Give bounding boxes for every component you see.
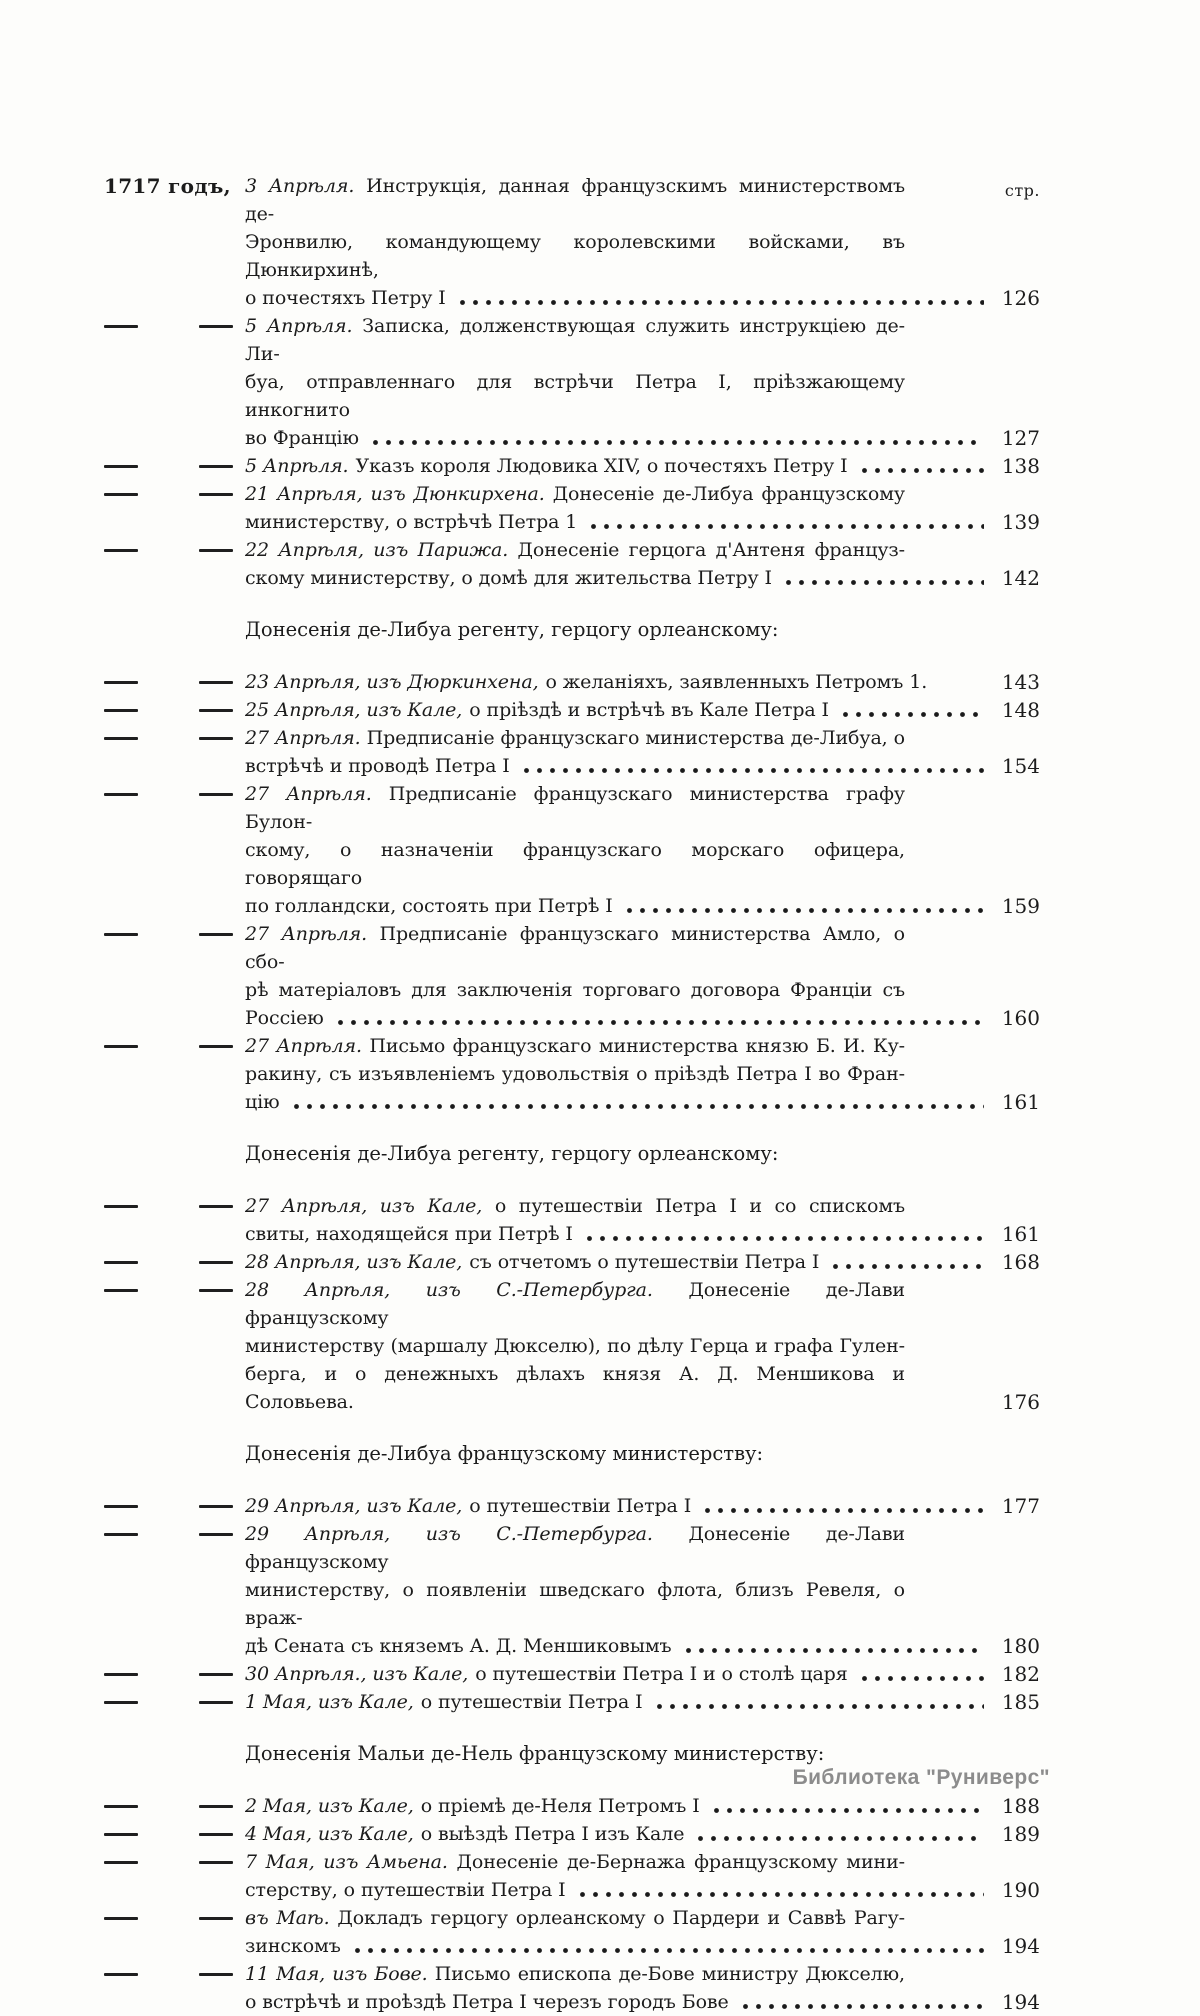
ditto-dash <box>199 325 233 328</box>
year-label: 1717 годъ, <box>104 174 231 198</box>
entry-margin <box>100 1192 245 1220</box>
ditto-dash <box>199 549 233 552</box>
ditto-dash <box>104 549 138 552</box>
entry-date: 11 Мая, изъ Бове. <box>245 1963 428 1985</box>
entry-line-text: о почестяхъ Петру I <box>245 287 446 309</box>
entry-line-text: о выѣздѣ Петра I изъ Кале <box>420 1823 685 1845</box>
entry-date: 28 Апрѣля, изъ Кале, <box>245 1251 463 1273</box>
entry-line <box>245 284 990 312</box>
dot-leader <box>332 1004 984 1032</box>
ditto-dash <box>104 933 138 936</box>
entry-line-text: стерству, о путешествіи Петра I <box>245 1879 566 1901</box>
entry-margin <box>100 1792 245 1820</box>
entry-date: 28 Апрѣля, изъ С.-Петербурга. <box>245 1279 653 1301</box>
dot-leader <box>680 1632 984 1660</box>
entry-margin <box>100 780 245 808</box>
dot-leader <box>856 452 984 480</box>
entry-line-text: зинскомъ <box>245 1935 341 1957</box>
entry-text <box>245 1848 990 1904</box>
entry-line-text: Письмо епископа де-Бове министру Дюкселю, <box>434 1963 905 1985</box>
entry-line-text: о встрѣчѣ и проѣздѣ Петра I черезъ городъ Бове <box>245 1991 729 2013</box>
ditto-dash <box>199 1289 233 1292</box>
ditto-dash <box>104 1205 138 1208</box>
entry-page-number: 177 <box>1001 1494 1040 1518</box>
entry-line <box>245 1520 990 1576</box>
entry-line <box>245 1492 990 1520</box>
entry-text <box>245 780 990 920</box>
entry-text <box>245 536 990 592</box>
ditto-dash <box>199 1673 233 1676</box>
ditto-dash <box>199 1045 233 1048</box>
toc-entry <box>100 480 1040 536</box>
ditto-dash <box>199 1861 233 1864</box>
toc-entry <box>100 1032 1040 1116</box>
entry-page-number: 182 <box>1001 1662 1040 1686</box>
entry-line <box>245 1688 990 1716</box>
entry-date: 21 Апрѣля, изъ Дюнкирхена. <box>245 483 545 505</box>
ditto-dash <box>199 1205 233 1208</box>
entry-line-text: съ отчетомъ о путешествіи Петра I <box>469 1251 820 1273</box>
toc-entry <box>100 1688 1040 1716</box>
dot-leader <box>574 1876 984 1904</box>
dot-leader <box>699 1492 984 1520</box>
entry-line <box>245 1032 990 1060</box>
entry-date: 3 Апрѣля. <box>245 175 355 197</box>
ditto-dash <box>199 1973 233 1976</box>
entry-line-text: Донесеніе де-Лави французскому <box>245 1523 905 1573</box>
ditto-dash <box>104 1533 138 1536</box>
entry-margin <box>100 1904 245 1932</box>
ditto-dash <box>199 493 233 496</box>
entry-line <box>245 508 990 536</box>
entry-date: 27 Апрѣля. <box>245 727 361 749</box>
entry-text <box>245 1492 990 1520</box>
entry-line: министерству (маршалу Дюкселю), по дѣлу Герца и графа Гулен- <box>245 1335 905 1357</box>
entry-line-text: Докладъ герцогу орлеанскому о Пардери и Саввѣ Рагу- <box>337 1907 905 1929</box>
ditto-dash <box>104 1505 138 1508</box>
entry-page-number: 161 <box>1001 1222 1040 1246</box>
toc-entry <box>100 172 1040 312</box>
toc-entry <box>100 1192 1040 1248</box>
entry-line <box>245 424 990 452</box>
ditto-dash <box>199 1261 233 1264</box>
ditto-dash <box>199 1533 233 1536</box>
entry-margin <box>100 668 245 696</box>
entry-margin <box>100 1660 245 1688</box>
entry-margin <box>100 1960 245 1988</box>
ditto-dash <box>199 1833 233 1836</box>
entry-page-number: 139 <box>1001 510 1040 534</box>
toc-entry <box>100 696 1040 724</box>
entry-text <box>245 312 990 452</box>
entry-text <box>245 724 990 780</box>
entry-date: въ Маѣ. <box>245 1907 330 1929</box>
section-heading-row <box>100 1440 1040 1468</box>
toc-entry <box>100 1792 1040 1820</box>
entry-date: 29 Апрѣля, изъ С.-Петербурга. <box>245 1523 653 1545</box>
entry-page-number: 176 <box>1001 1390 1040 1414</box>
entry-page-number: 194 <box>1001 1990 1040 2014</box>
dot-leader <box>651 1688 984 1716</box>
entry-text <box>245 1520 990 1660</box>
toc-entry <box>100 1520 1040 1660</box>
entry-line-text: Предписаніе французскаго министерства графу Булон- <box>245 783 905 833</box>
ditto-dash <box>199 1805 233 1808</box>
entry-line-text: Донесеніе де-Лави французскому <box>245 1279 905 1329</box>
entry-line-text: скому министерству, о домѣ для жительства Петру I <box>245 567 772 589</box>
entry-date: 25 Апрѣля, изъ Кале, <box>245 699 463 721</box>
entry-line: Эронвилю, командующему королевскими войсками, въ Дюнкирхинѣ, <box>245 231 905 281</box>
entry-text <box>245 668 990 696</box>
section-heading-row <box>100 616 1040 644</box>
heading-margin <box>100 1440 245 1468</box>
entry-line <box>245 452 990 480</box>
library-watermark: Библиотека "Руниверс" <box>792 1766 1050 1789</box>
section-heading: Донесенія де-Либуа регенту, герцогу орлеанскому: <box>245 1142 779 1165</box>
toc-entry <box>100 536 1040 592</box>
ditto-dash <box>104 1673 138 1676</box>
entry-page-number: 154 <box>1001 754 1040 778</box>
ditto-dash <box>199 1505 233 1508</box>
ditto-dash <box>104 1045 138 1048</box>
entry-margin <box>100 1248 245 1276</box>
entry-text <box>245 1820 990 1848</box>
entry-date: 1 Мая, изъ Кале, <box>245 1691 414 1713</box>
heading-margin <box>100 1140 245 1168</box>
entry-page-number: 188 <box>1001 1794 1040 1818</box>
ditto-dash <box>104 1973 138 1976</box>
entry-text <box>245 452 990 480</box>
entry-line: берга, и о денежныхъ дѣлахъ князя А. Д. Меншикова и Соловьева. <box>245 1363 905 1413</box>
entry-line <box>245 312 990 368</box>
entry-line-text: Указъ короля Людовика XIV, о почестяхъ Петру I <box>355 455 848 477</box>
entry-line <box>245 892 990 920</box>
entry-text <box>245 1032 990 1116</box>
entry-margin <box>100 1276 245 1304</box>
entry-margin <box>100 724 245 752</box>
section-heading-row <box>100 1140 1040 1168</box>
section-heading: Донесенія де-Либуа регенту, герцогу орлеанскому: <box>245 618 779 641</box>
entry-line <box>245 1088 990 1116</box>
ditto-dash <box>104 709 138 712</box>
entry-margin <box>100 696 245 724</box>
entry-line: рѣ матеріаловъ для заключенія торговаго договора Франціи съ <box>245 979 905 1001</box>
entry-line-text: Донесеніе де-Бернажа французскому мини- <box>456 1851 905 1873</box>
ditto-dash <box>199 737 233 740</box>
toc-entry <box>100 1904 1040 1960</box>
ditto-dash <box>104 1833 138 1836</box>
entry-date: 7 Мая, изъ Амьена. <box>245 1851 448 1873</box>
entry-line <box>245 1220 990 1248</box>
entry-line-text: цію <box>245 1091 280 1113</box>
entry-date: 27 Апрѣля. <box>245 923 368 945</box>
entry-margin <box>100 172 245 200</box>
entry-line-text: о путешествіи Петра I <box>420 1691 643 1713</box>
entry-page-number: 185 <box>1001 1690 1040 1714</box>
entry-line-text: дѣ Сената съ княземъ А. Д. Меншиковымъ <box>245 1635 672 1657</box>
toc-entry <box>100 1820 1040 1848</box>
entry-line <box>245 1792 990 1820</box>
entry-page-number: 143 <box>1001 670 1040 694</box>
entry-line <box>245 172 990 228</box>
entry-page-number: 168 <box>1001 1250 1040 1274</box>
toc-entry <box>100 1492 1040 1520</box>
entry-date: 30 Апрѣля., изъ Кале, <box>245 1663 469 1685</box>
ditto-dash <box>199 709 233 712</box>
ditto-dash <box>199 1701 233 1704</box>
entry-line <box>245 1192 990 1220</box>
ditto-dash <box>199 933 233 936</box>
entry-line <box>245 480 990 508</box>
ditto-dash <box>104 325 138 328</box>
entry-margin <box>100 536 245 564</box>
dot-leader <box>692 1820 984 1848</box>
entry-line-text: Инструкція, данная французскимъ министерствомъ де- <box>245 175 905 225</box>
entry-line <box>245 668 990 696</box>
entry-date: 22 Апрѣля, изъ Парижа. <box>245 539 509 561</box>
ditto-dash <box>104 793 138 796</box>
entry-line-text: о путешествіи Петра I и со спискомъ <box>494 1195 905 1217</box>
entry-line <box>245 536 990 564</box>
entry-margin <box>100 1032 245 1060</box>
entry-page-number: 148 <box>1001 698 1040 722</box>
dot-leader <box>780 564 984 592</box>
entry-text <box>245 1904 990 1960</box>
entry-margin <box>100 1520 245 1548</box>
toc-entry <box>100 1848 1040 1904</box>
entry-line <box>245 1848 990 1876</box>
ditto-dash <box>104 493 138 496</box>
entry-date: 27 Апрѣля, изъ Кале, <box>245 1195 483 1217</box>
entry-line-text: Россіею <box>245 1007 324 1029</box>
entry-margin <box>100 312 245 340</box>
entry-line-text: Донесеніе герцога д'Антеня француз- <box>517 539 905 561</box>
entry-line-text: свиты, находящейся при Петрѣ I <box>245 1223 573 1245</box>
entry-page-number: 190 <box>1001 1878 1040 1902</box>
entry-text <box>245 1660 990 1688</box>
entry-line <box>245 1960 990 1988</box>
entry-line <box>245 1276 990 1332</box>
entry-text <box>245 1688 990 1716</box>
toc-entry <box>100 920 1040 1032</box>
entry-line <box>245 696 990 724</box>
entry-line-text: о путешествіи Петра I и о столѣ царя <box>475 1663 848 1685</box>
page-column-header: стр. <box>1004 181 1040 200</box>
section-heading-row <box>100 1740 1040 1768</box>
entry-page-number: 127 <box>1001 426 1040 450</box>
dot-leader <box>454 284 984 312</box>
entry-line-text: Предписаніе французскаго министерства Амло, о сбо- <box>245 923 905 973</box>
ditto-dash <box>104 1289 138 1292</box>
ditto-dash <box>104 681 138 684</box>
heading-margin <box>100 1740 245 1768</box>
entry-line-text: Записка, долженствующая служить инструкціею де-Ли- <box>245 315 905 365</box>
entry-line <box>245 564 990 592</box>
entry-text <box>245 1248 990 1276</box>
entry-line: ракину, съ изъявленіемъ удовольствія о пріѣздѣ Петра I во Фран- <box>245 1063 905 1085</box>
entry-line <box>245 1248 990 1276</box>
toc-entry <box>100 1276 1040 1416</box>
dot-leader <box>349 1932 984 1960</box>
entry-page-number: 159 <box>1001 894 1040 918</box>
entry-margin <box>100 1492 245 1520</box>
dot-leader <box>827 1248 984 1276</box>
dot-leader <box>737 1988 984 2016</box>
dot-leader <box>518 752 984 780</box>
entry-line: скому, о назначеніи французскаго морскаго офицера, говорящаго <box>245 839 905 889</box>
entry-page-number: 161 <box>1001 1090 1040 1114</box>
entry-line-text: во Францію <box>245 427 359 449</box>
dot-leader <box>837 696 984 724</box>
ditto-dash <box>104 737 138 740</box>
ditto-dash <box>199 465 233 468</box>
entry-line <box>245 1632 990 1660</box>
section-heading: Донесенія де-Либуа французскому министерству: <box>245 1442 764 1465</box>
dot-leader <box>621 892 984 920</box>
entry-date: 5 Апрѣля. <box>245 315 353 337</box>
entry-line <box>245 920 990 976</box>
entry-line: министерству, о появленіи шведскаго флота, близъ Ревеля, о враж- <box>245 1579 905 1629</box>
entry-line-text: о пріѣздѣ и встрѣчѣ въ Кале Петра I <box>469 699 829 721</box>
ditto-dash <box>199 681 233 684</box>
entry-text <box>245 1792 990 1820</box>
ditto-dash <box>104 1805 138 1808</box>
table-of-contents <box>100 172 1040 2016</box>
entry-line <box>245 1876 990 1904</box>
heading-margin <box>100 616 245 644</box>
entry-text <box>245 1276 990 1416</box>
dot-leader <box>585 508 984 536</box>
dot-leader <box>288 1088 984 1116</box>
entry-text <box>245 920 990 1032</box>
entry-line <box>245 1904 990 1932</box>
entry-line-text: о путешествіи Петра I <box>469 1495 692 1517</box>
entry-date: 29 Апрѣля, изъ Кале, <box>245 1495 463 1517</box>
entry-margin <box>100 1688 245 1716</box>
entry-line <box>245 1988 990 2016</box>
entry-page-number: 142 <box>1001 566 1040 590</box>
entry-date: 5 Апрѣля. <box>245 455 349 477</box>
entry-date: 23 Апрѣля, изъ Дюркинхена, <box>245 671 539 693</box>
entry-line <box>245 1932 990 1960</box>
entry-text <box>245 480 990 536</box>
toc-entry <box>100 1248 1040 1276</box>
entry-line-text: министерству, о встрѣчѣ Петра 1 <box>245 511 578 533</box>
entry-date: 4 Мая, изъ Кале, <box>245 1823 414 1845</box>
dot-leader <box>856 1660 984 1688</box>
entry-line <box>245 780 990 836</box>
entry-margin <box>100 1848 245 1876</box>
entry-line-text: Донесеніе де-Либуа французскому <box>552 483 905 505</box>
ditto-dash <box>104 1861 138 1864</box>
entry-line <box>245 752 990 780</box>
ditto-dash <box>104 465 138 468</box>
entry-line-text: о желаніяхъ, заявленныхъ Петромъ 1. <box>545 671 928 693</box>
entry-margin <box>100 920 245 948</box>
entry-margin <box>100 1820 245 1848</box>
ditto-dash <box>199 793 233 796</box>
entry-page-number: 189 <box>1001 1822 1040 1846</box>
toc-entry <box>100 1960 1040 2016</box>
dot-leader <box>581 1220 984 1248</box>
entry-date: 27 Апрѣля. <box>245 1035 362 1057</box>
toc-entry <box>100 780 1040 920</box>
entry-line-text: по голландски, состоять при Петрѣ I <box>245 895 613 917</box>
entry-line-text: Письмо французскаго министерства князю Б. И. Ку- <box>369 1035 905 1057</box>
entry-text <box>245 1192 990 1248</box>
entry-page-number: 138 <box>1001 454 1040 478</box>
entry-date: 2 Мая, изъ Кале, <box>245 1795 414 1817</box>
ditto-dash <box>199 1917 233 1920</box>
entry-line <box>245 1820 990 1848</box>
toc-entry <box>100 312 1040 452</box>
toc-entry <box>100 1660 1040 1688</box>
entry-line <box>245 1004 990 1032</box>
entry-line-text: Предписаніе французскаго министерства де-Либуа, о <box>366 727 905 749</box>
entry-text <box>245 1960 990 2016</box>
dot-leader <box>708 1792 984 1820</box>
section-heading: Донесенія Мальи де-Нель французскому министерству: <box>245 1742 825 1765</box>
entry-page-number: 126 <box>1001 286 1040 310</box>
dot-leader <box>367 424 984 452</box>
entry-line <box>245 724 990 752</box>
entry-page-number: 194 <box>1001 1934 1040 1958</box>
toc-entry <box>100 452 1040 480</box>
toc-entry <box>100 668 1040 696</box>
entry-line: буа, отправленнаго для встрѣчи Петра I, пріѣзжающему инкогнито <box>245 371 905 421</box>
ditto-dash <box>104 1261 138 1264</box>
toc-entry <box>100 724 1040 780</box>
entry-margin <box>100 452 245 480</box>
entry-date: 27 Апрѣля. <box>245 783 372 805</box>
entry-line-text: встрѣчѣ и проводѣ Петра I <box>245 755 510 777</box>
ditto-dash <box>104 1917 138 1920</box>
ditto-dash <box>104 1701 138 1704</box>
entry-line-text: о пріемѣ де-Неля Петромъ I <box>420 1795 700 1817</box>
entry-page-number: 180 <box>1001 1634 1040 1658</box>
entry-margin <box>100 480 245 508</box>
entry-text <box>245 172 990 312</box>
entry-page-number: 160 <box>1001 1006 1040 1030</box>
entry-text <box>245 696 990 724</box>
entry-line <box>245 1660 990 1688</box>
